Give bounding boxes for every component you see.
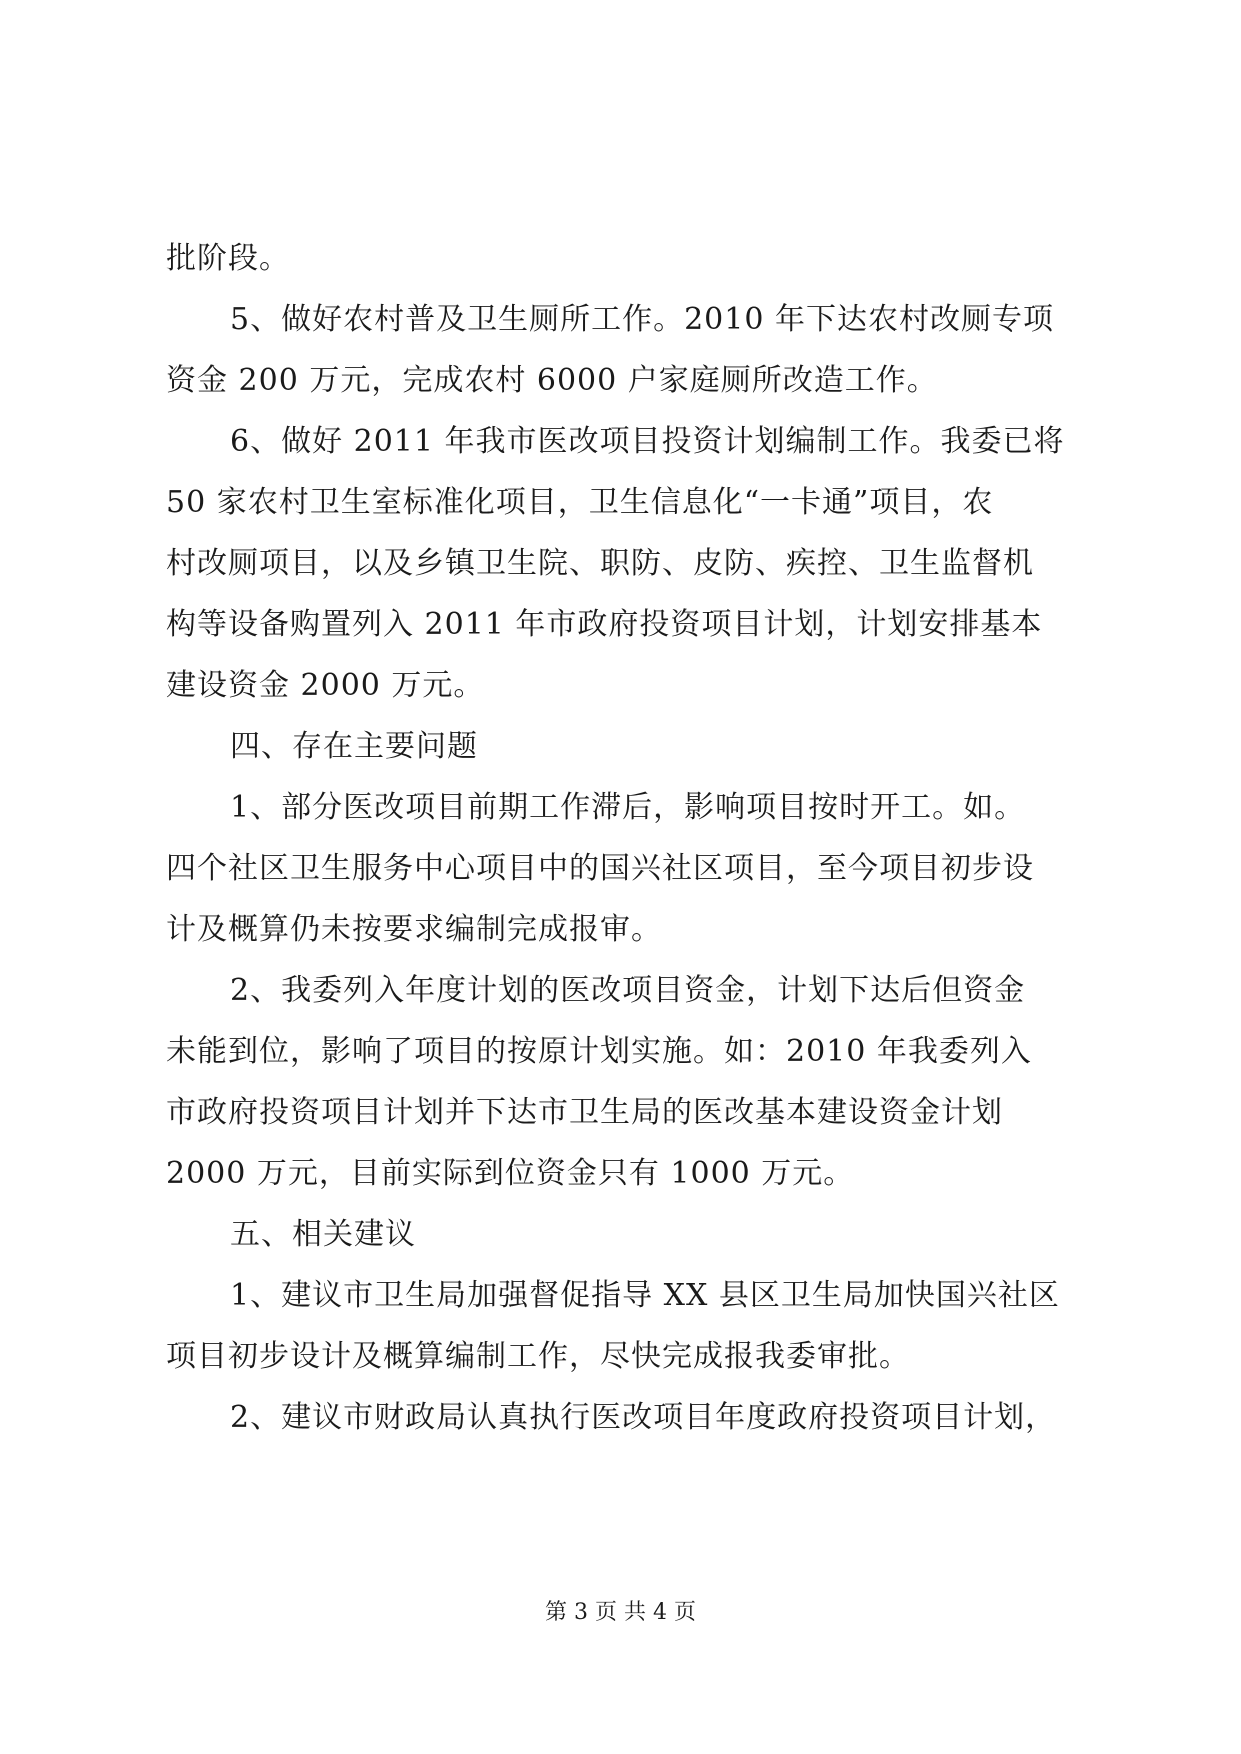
text-line-6: 村改厕项目，以及乡镇卫生院、职防、皮防、疾控、卫生监督机 <box>166 546 1034 581</box>
text-line-16: 2000 万元，目前实际到位资金只有 1000 万元。 <box>166 1156 855 1191</box>
section-heading-5: 五、相关建议 <box>230 1217 416 1252</box>
text-line-19: 项目初步设计及概算编制工作，尽快完成报我委审批。 <box>166 1339 910 1374</box>
page-number-footer: 第 3 页 共 4 页 <box>545 1600 696 1625</box>
text-line-12: 计及概算仍未按要求编制完成报审。 <box>166 912 662 947</box>
text-line-1: 批阶段。 <box>166 241 290 276</box>
text-line-8: 建设资金 2000 万元。 <box>166 668 485 703</box>
text-line-5: 50 家农村卫生室标准化项目，卫生信息化“一卡通”项目，农 <box>166 485 994 520</box>
text-line-15: 市政府投资项目计划并下达市卫生局的医改基本建设资金计划 <box>166 1095 1003 1130</box>
text-line-14: 未能到位，影响了项目的按原计划实施。如：2010 年我委列入 <box>166 1034 1032 1069</box>
text-line-13: 2、我委列入年度计划的医改项目资金，计划下达后但资金 <box>230 973 1026 1008</box>
text-line-4: 6、做好 2011 年我市医改项目投资计划编制工作。我委已将 <box>230 424 1065 459</box>
text-line-10: 1、部分医改项目前期工作滞后，影响项目按时开工。如。 <box>230 790 1026 825</box>
text-line-2: 5、做好农村普及卫生厕所工作。2010 年下达农村改厕专项 <box>230 302 1054 337</box>
document-body <box>166 228 1086 1448</box>
section-heading-4: 四、存在主要问题 <box>230 729 478 764</box>
text-line-11: 四个社区卫生服务中心项目中的国兴社区项目，至今项目初步设 <box>166 851 1034 886</box>
text-line-7: 构等设备购置列入 2011 年市政府投资项目计划，计划安排基本 <box>166 607 1043 642</box>
text-line-20: 2、建议市财政局认真执行医改项目年度政府投资项目计划， <box>230 1400 1057 1435</box>
text-line-3: 资金 200 万元，完成农村 6000 户家庭厕所改造工作。 <box>166 363 938 398</box>
text-line-18: 1、建议市卫生局加强督促指导 XX 县区卫生局加快国兴社区 <box>230 1278 1060 1313</box>
